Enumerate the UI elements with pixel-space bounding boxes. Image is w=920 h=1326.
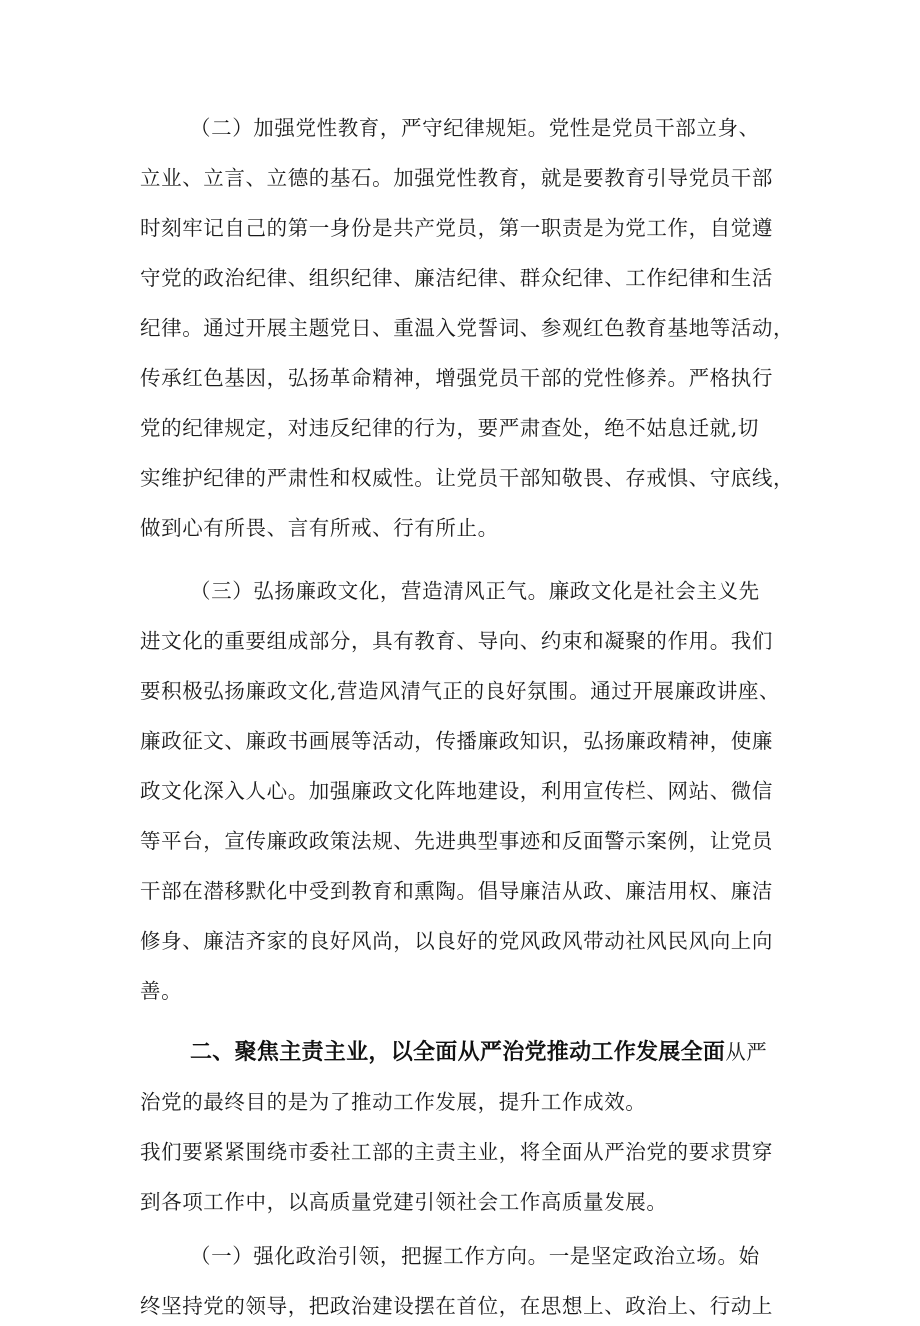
paragraph-line: 修身、廉洁齐家的良好风尚，以良好的党风政风带动社风民风向上向 (140, 929, 773, 953)
paragraph-line: （二）加强党性教育，严守纪律规矩。党性是党员干部立身、 (190, 116, 760, 140)
paragraph-line: 传承红色基因，弘扬革命精神，增强党员干部的党性修养。严格执行 (140, 366, 773, 390)
paragraph-line: 立业、立言、立德的基石。加强党性教育，就是要教育引导党员干部 (140, 166, 773, 190)
paragraph-line: 干部在潜移默化中受到教育和熏陶。倡导廉洁从政、廉洁用权、廉洁 (140, 879, 773, 903)
paragraph-line: 党的纪律规定，对违反纪律的行为，要严肃查处，绝不姑息迁就,切 (140, 416, 760, 440)
paragraph-line: 善。 (140, 979, 183, 1003)
section-heading-bold: 二、聚焦主责主业，以全面从严治党推动工作发展全面 (190, 1040, 726, 1065)
paragraph-line: 等平台，宣传廉政政策法规、先进典型事迹和反面警示案例，让党员 (140, 829, 773, 853)
paragraph-line: 守党的政治纪律、组织纪律、廉洁纪律、群众纪律、工作纪律和生活 (140, 266, 773, 290)
paragraph-line: 实维护纪律的严肃性和权威性。让党员干部知敬畏、存戒惧、守底线， (140, 466, 795, 490)
section-heading (190, 1030, 767, 1074)
paragraph-line: 治党的最终目的是为了推动工作发展，提升工作成效。 (140, 1090, 647, 1114)
paragraph-line: （一）强化政治引领，把握工作方向。一是坚定政治立场。始 (190, 1244, 760, 1268)
paragraph-line: 政文化深入人心。加强廉政文化阵地建设，利用宣传栏、网站、微信 (140, 779, 773, 803)
paragraph-line: 做到心有所畏、言有所戒、行有所止。 (140, 516, 499, 540)
paragraph-line: 要积极弘扬廉政文化,营造风清气正的良好氛围。通过开展廉政讲座、 (140, 679, 781, 703)
paragraph-line: 时刻牢记自己的第一身份是共产党员，第一职责是为党工作，自觉遵 (140, 216, 773, 240)
section-heading-tail: 从严 (725, 1040, 768, 1064)
paragraph-line: 终坚持党的领导，把政治建设摆在首位，在思想上、政治上、行动上 (140, 1294, 773, 1318)
paragraph-line: 进文化的重要组成部分，具有教育、导向、约束和凝聚的作用。我们 (140, 629, 773, 653)
paragraph-line: 纪律。通过开展主题党日、重温入党誓词、参观红色教育基地等活动， (140, 316, 795, 340)
paragraph-line: 到各项工作中，以高质量党建引领社会工作高质量发展。 (140, 1190, 668, 1214)
paragraph-line: 我们要紧紧围绕市委社工部的主责主业，将全面从严治党的要求贯穿 (140, 1140, 773, 1164)
paragraph-line: 廉政征文、廉政书画展等活动，传播廉政知识，弘扬廉政精神，使廉 (140, 729, 773, 753)
paragraph-line: （三）弘扬廉政文化，营造清风正气。廉政文化是社会主义先 (190, 579, 760, 603)
